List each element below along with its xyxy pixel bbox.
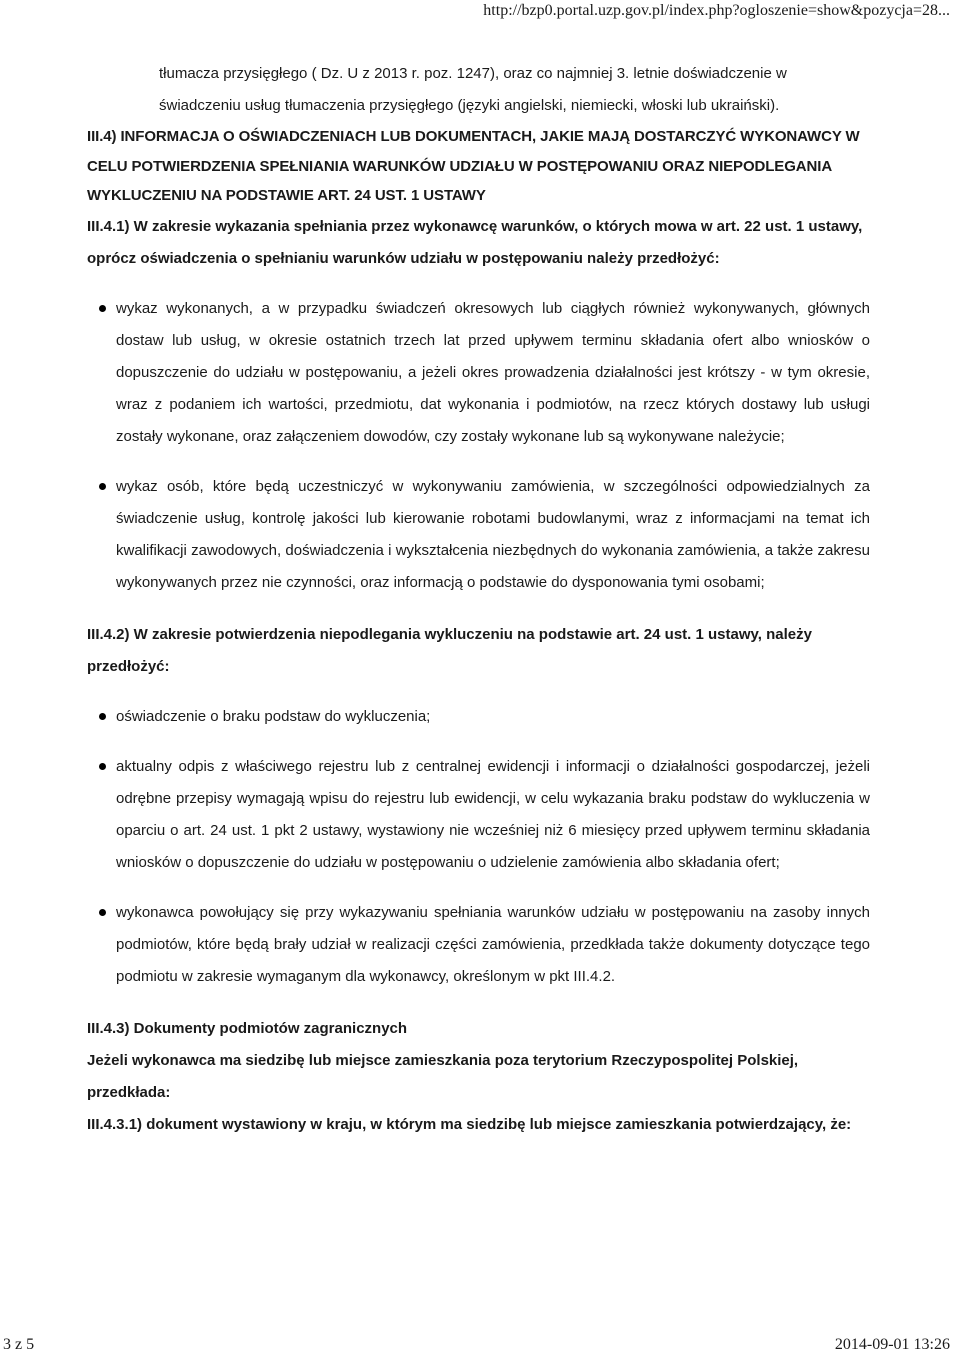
section-iii41-heading: III.4.1) W zakresie wykazania spełniania przez wykonawcę warunków, o których mowa w art. 22 ust. 1 ustawy, oprócz oświadczenia o spełnianiu warunków udziału w postępowaniu należy przedłożyć: <box>87 217 863 267</box>
section-iii43-heading: III.4.3) Dokumenty podmiotów zagranicznych <box>87 1019 408 1037</box>
list-item: wykaz wykonanych, a w przypadku świadczeń okresowych lub ciągłych również wykonywanych, głównych dostaw lub usług, w okresie ostatnich trzech lat przed upływem terminu składania ofert albo wniosków o dopuszczenie do udziału w postępowaniu, a jeżeli okres prowadzenia działalności jest krótszy - w tym okresie, wraz z podaniem ich wartości, przedmiotu, dat wykonania i podmiotów, na rzecz których dostawy lub usługi zostały wykonane, oraz załączeniem dowodów, czy zostały wykonane lub są wykonywane należycie; <box>87 293 870 453</box>
section-iii42-list <box>87 701 870 993</box>
list-item: oświadczenie o braku podstaw do wykluczenia; <box>87 701 870 733</box>
page-number: 3 z 5 <box>3 1336 35 1353</box>
intro-paragraph <box>87 58 870 122</box>
intro-line-1: tłumacza przysięgłego ( Dz. U z 2013 r. poz. 1247), oraz co najmniej 3. letnie doświadczenie w <box>159 65 787 82</box>
print-datetime: 2014-09-01 13:26 <box>834 1336 950 1353</box>
section-iii4-title: III.4) INFORMACJA O OŚWIADCZENIACH LUB DOKUMENTACH, JAKIE MAJĄ DOSTARCZYĆ WYKONAWCY W CELU POTWIERDZENIA SPEŁNIANIA WARUNKÓW UDZIAŁU W POSTĘPOWANIU ORAZ NIEPODLEGANIA WYKLUCZENIU NA PODSTAWIE ART. 24 UST. 1 USTAWY <box>87 128 860 204</box>
section-iii41-list <box>87 293 870 599</box>
page-url-header: http://bzp0.portal.uzp.gov.pl/index.php?ogloszenie=show&pozycja=28... <box>483 2 950 19</box>
list-item: wykonawca powołujący się przy wykazywaniu spełniania warunków udziału w postępowaniu na zasoby innych podmiotów, które będą brały udział w realizacji części zamówienia, przedkłada także dokumenty dotyczące tego podmiotu w zakresie wymaganym dla wykonawcy, określonym w pkt III.4.2. <box>87 897 870 993</box>
section-iii43-text: Jeżeli wykonawca ma siedzibę lub miejsce zamieszkania poza terytorium Rzeczypospolitej Polskiej, przedkłada: <box>87 1051 799 1101</box>
section-iii42-heading: III.4.2) W zakresie potwierdzenia niepodlegania wykluczeniu na podstawie art. 24 ust. 1 ustawy, należy przedłożyć: <box>87 625 812 675</box>
list-item: wykaz osób, które będą uczestniczyć w wykonywaniu zamówienia, w szczególności odpowiedzialnych za świadczenie usług, kontrolę jakości lub kierowanie robotami budowlanymi, wraz z informacjami na temat ich kwalifikacji zawodowych, doświadczenia i wykształcenia niezbędnych do wykonania zamówienia, a także zakresu wykonywanych przez nie czynności, oraz informacją o podstawie do dysponowania tymi osobami; <box>87 471 870 599</box>
section-iii431-text: III.4.3.1) dokument wystawiony w kraju, w którym ma siedzibę lub miejsce zamieszkania potwierdzający, że: <box>87 1115 852 1133</box>
document-body <box>87 58 870 1141</box>
list-item: aktualny odpis z właściwego rejestru lub z centralnej ewidencji i informacji o działalności gospodarczej, jeżeli odrębne przepisy wymagają wpisu do rejestru lub ewidencji, w celu wykazania braku podstaw do wykluczenia w oparciu o art. 24 ust. 1 pkt 2 ustawy, wystawiony nie wcześniej niż 6 miesięcy przed upływem terminu składania wniosków o dopuszczenie do udziału w postępowaniu o udzielenie zamówienia albo składania ofert; <box>87 751 870 879</box>
intro-line-2: świadczeniu usług tłumaczenia przysięgłego (języki angielski, niemiecki, włoski lub ukraiński). <box>159 97 780 114</box>
